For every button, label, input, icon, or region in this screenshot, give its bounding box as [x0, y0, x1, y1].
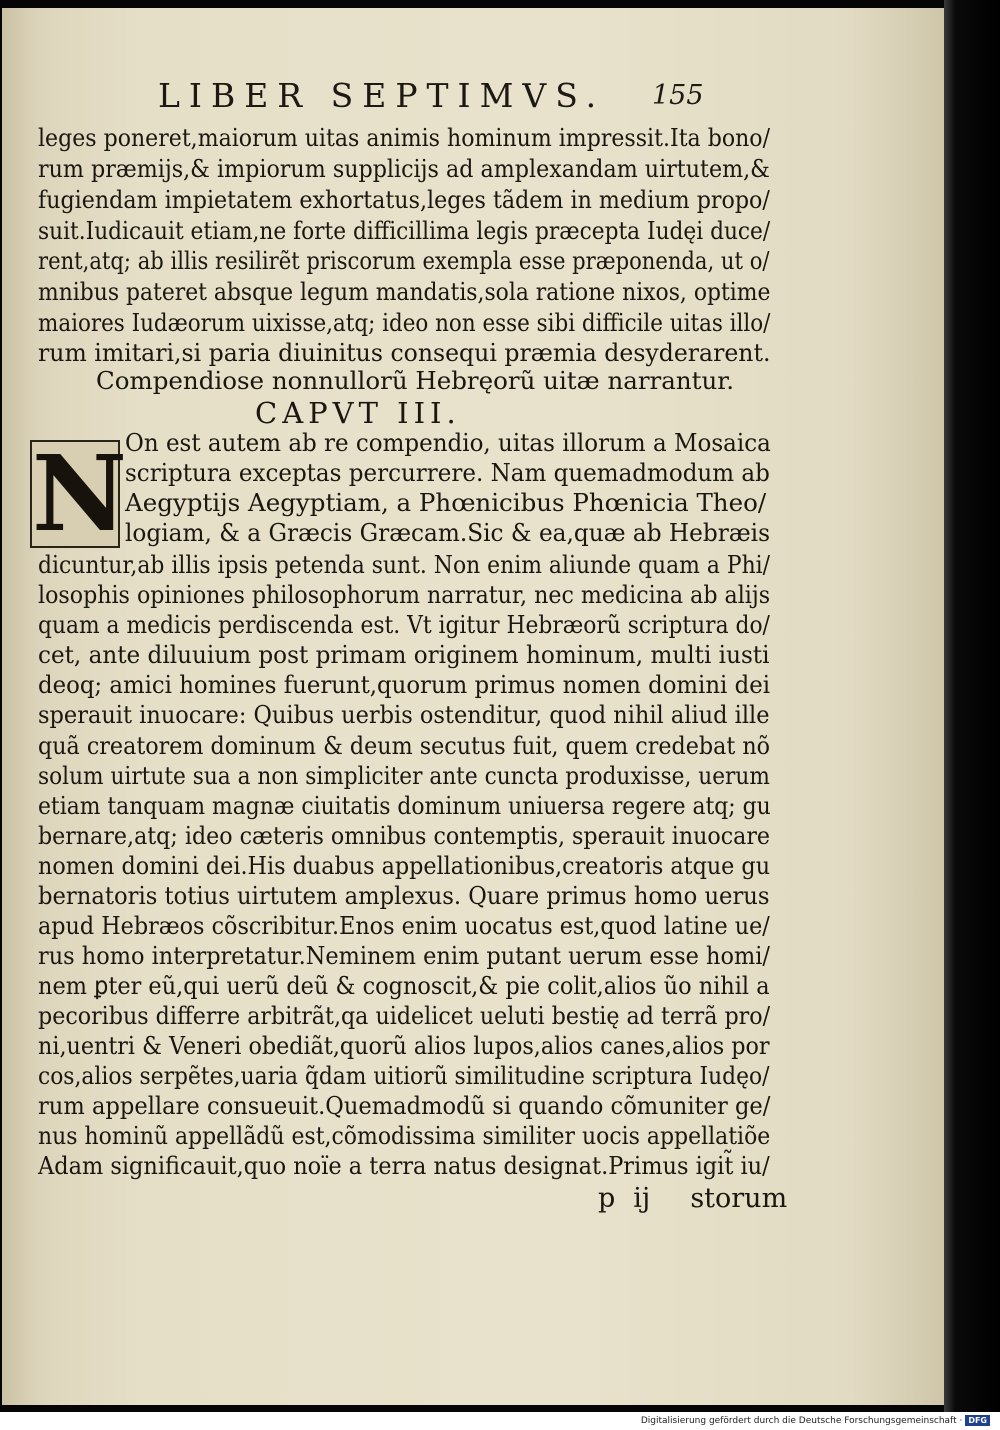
- catchwords-line: [598, 1183, 787, 1214]
- text-line: fugiendam impietatem exhortatus,leges tãdem in medium propo/: [38, 185, 770, 214]
- text-line: pecoribus differre arbitrãt,qa uidelicet ueluti bestię ad terrã pro/: [38, 1001, 771, 1030]
- text-line: scriptura exceptas percurrere. Nam quemadmodum ab: [125, 458, 770, 487]
- text-line: cet, ante diluuium post primam originem hominum, multi iusti: [38, 640, 770, 669]
- text-line: suit.Iudicauit etiam,ne forte difficillima legis præcepta Iudęi duce/: [38, 216, 771, 245]
- text-line: apud Hebræos cõscribitur.Enos enim uocatus est,quod latine ue/: [38, 911, 770, 940]
- catchword: storum: [690, 1183, 788, 1214]
- initial-letter: N: [32, 432, 128, 555]
- text-line: nus hominũ appellãdũ est,cõmodissima similiter uocis appellatiõe: [38, 1121, 771, 1150]
- text-line: quam a medicis perdiscenda est. Vt igitur Hebræorũ scriptura do/: [38, 610, 770, 639]
- text-line: dicuntur,ab illis ipsis petenda sunt. Non enim aliunde quam a Phi/: [38, 550, 771, 579]
- text-line: cos,alios serpẽtes,uaria q̃dam uitiorũ similitudine scriptura Iudęo/: [38, 1061, 770, 1090]
- running-title: LIBER SEPTIMVS.: [158, 76, 606, 115]
- text-line: etiam tanquam magnæ ciuitatis dominum uniuersa regere atq; gu: [38, 791, 771, 820]
- text-line: logiam, & a Græcis Græcam.Sic & ea,quæ ab Hebræis: [125, 518, 770, 547]
- text-line: sperauit inuocare: Quibus uerbis ostenditur, quod nihil aliud ille: [38, 700, 770, 729]
- digitization-credit: [641, 1415, 990, 1426]
- text-line: mnibus pateret absque legum mandatis,sola ratione nixos, optime: [38, 277, 771, 306]
- text-line: Aegyptijs Aegyptiam, a Phœnicibus Phœnicia Theo/: [125, 488, 767, 517]
- signature-mark: p: [598, 1183, 616, 1214]
- text-line: rum imitari,si paria diuinitus consequi præmia desyderarent.: [38, 338, 771, 367]
- text-line: ni,uentri & Veneri obediãt,quorũ alios lupos,alios canes,alios por: [38, 1031, 770, 1060]
- signature-number: ij: [633, 1183, 651, 1214]
- text-line: quã creatorem dominum & deum secutus fuit, quem credebat nõ: [38, 731, 771, 760]
- text-line: rent,atq; ab illis resilirẽt priscorum exempla esse præponenda, ut o/: [38, 246, 770, 275]
- credit-text: Digitalisierung gefördert durch die Deutsche Forschungsgemeinschaft ·: [640, 1415, 963, 1426]
- text-line: nem ꝑter eũ,qui uerũ deũ & cognoscit,& pie colit,alios ũo nihil a: [38, 971, 770, 1000]
- text-line: rum appellare consueuit.Quemadmodũ si quando cõmuniter ge/: [38, 1091, 771, 1120]
- chapter-heading: CAPVT III.: [255, 396, 461, 430]
- text-line: maiores Iudæorum uixisse,atq; ideo non esse sibi difficile uitas illo/: [38, 308, 771, 337]
- folio-number: 155: [652, 80, 704, 111]
- text-line: deoq; amici homines fuerunt,quorum primus nomen domini dei: [38, 670, 770, 699]
- book-gutter: [944, 0, 1000, 1412]
- text-line: nomen domini dei.His duabus appellationibus,creatoris atque gu: [38, 851, 771, 880]
- decorated-initial: [30, 432, 128, 555]
- dfg-logo: DFG: [965, 1415, 990, 1426]
- section-heading: Compendiose nonnullorũ Hebręorũ uitæ narrantur.: [96, 366, 735, 395]
- text-line: rus homo interpretatur.Neminem enim putant uerum esse homi/: [38, 941, 770, 970]
- text-line: rum præmijs,& impiorum supplicijs ad amplexandam uirtutem,&: [38, 154, 770, 183]
- text-line: bernatoris totius uirtutem amplexus. Quare primus homo uerus: [38, 881, 770, 910]
- text-line: On est autem ab re compendio, uitas illorum a Mosaica: [125, 428, 771, 457]
- text-line: leges poneret,maiorum uitas animis hominum impressit.Ita bono/: [38, 123, 771, 152]
- text-line: bernare,atq; ideo cæteris omnibus contemptis, sperauit inuocare: [38, 821, 771, 850]
- text-line: losophis opiniones philosophorum narratur, nec medicina ab alijs: [38, 580, 771, 609]
- text-line: solum uirtute sua a non simpliciter ante cuncta produxisse, uerum: [38, 761, 770, 790]
- text-line: Adam significauit,quo noïe a terra natus designat.Primus igit̃ iu/: [38, 1151, 770, 1180]
